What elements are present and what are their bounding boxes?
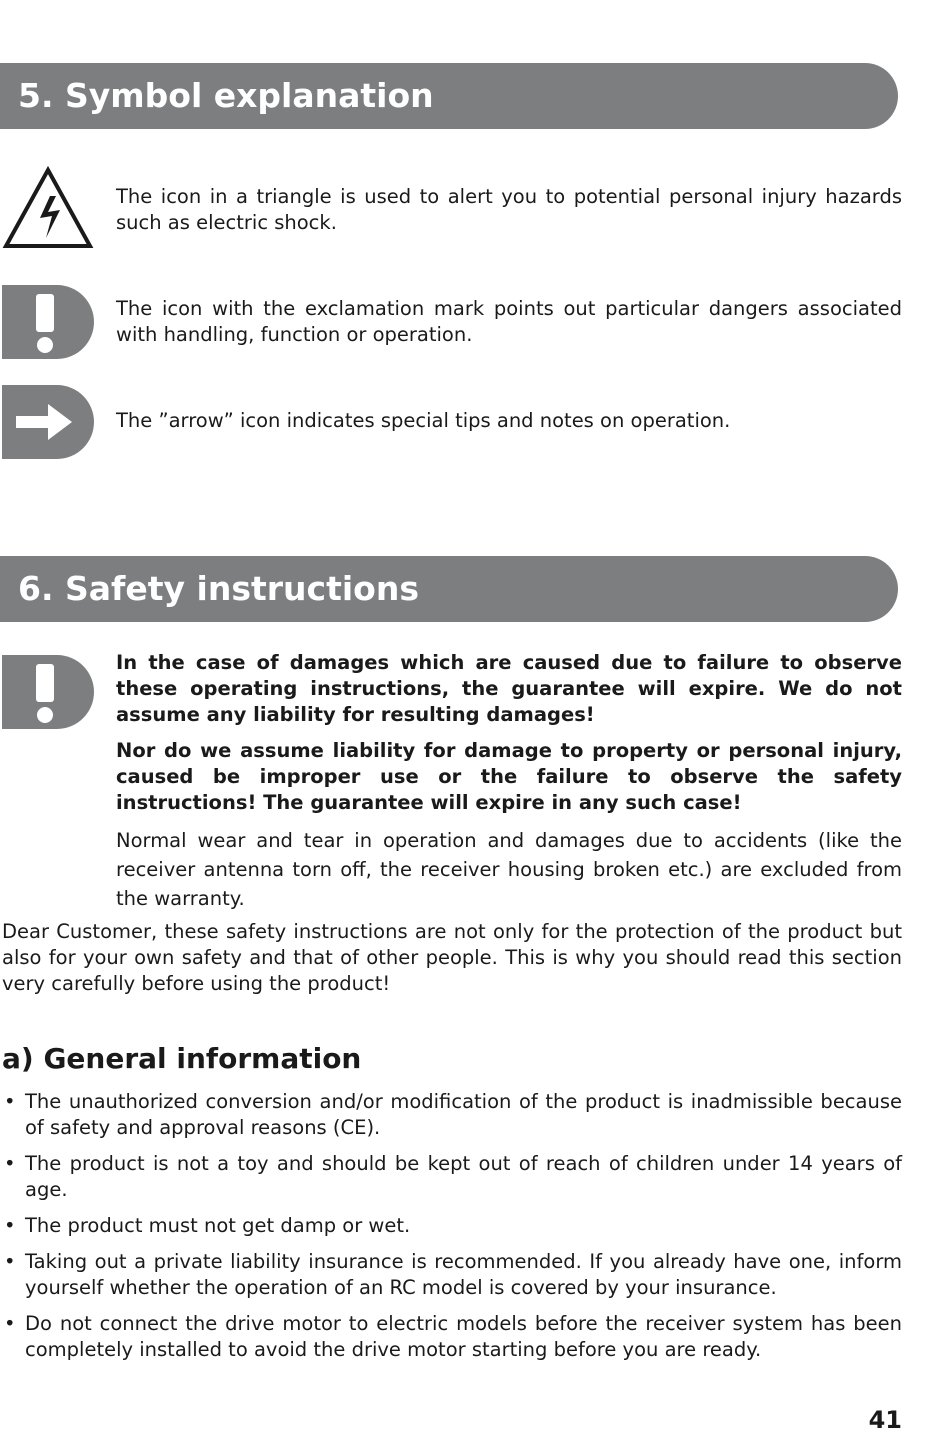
general-information-heading: a) General information [2,1042,362,1075]
list-item [2,1151,902,1203]
list-item [2,1311,902,1363]
warning-liability-text: Nor do we assume liability for damage to property or personal injury, caused be improper use or the failure to observe the safety instructions! The guarantee will expire in any such case! [116,739,902,814]
list-item-text: The product is not a toy and should be kept out of reach of children under 14 years of age. [25,1152,902,1201]
list-item-text: The unauthorized conversion and/or modification of the product is inadmissible because of safety and approval reasons (CE). [25,1090,902,1139]
bullet-icon: • [4,1312,16,1335]
customer-intro-text: Dear Customer, these safety instructions are not only for the protection of the product but also for your own safety and that of other people. This is why you should read this section very carefully before using the product! [2,920,902,995]
list-item-text: Do not connect the drive motor to electric models before the receiver system has been completely installed to avoid the drive motor starting before you are ready. [25,1312,902,1361]
warning-exclamation-icon [2,655,94,729]
page-number: 41 [868,1406,902,1434]
warning-guarantee-text: In the case of damages which are caused due to failure to observe these operating instructions, the guarantee will expire. We do not assume any liability for resulting damages! [116,651,902,726]
safety-warning-block [116,650,902,913]
list-item [2,1089,902,1141]
lightning-triangle-icon [2,166,94,250]
list-item-text: Taking out a private liability insurance is recommended. If you already have one, inform yourself whether the operation of an RC model is covered by your insurance. [25,1250,902,1299]
arrow-icon [2,385,94,459]
section-5-heading: 5. Symbol explanation [0,63,898,129]
bullet-icon: • [4,1214,16,1237]
bullet-icon: • [4,1152,16,1175]
exclamation-icon [2,285,94,359]
list-item-text: The product must not get damp or wet. [25,1214,411,1237]
list-item [2,1213,902,1239]
general-information-list [2,1089,902,1373]
bullet-icon: • [4,1250,16,1273]
section-6-heading: 6. Safety instructions [0,556,898,622]
list-item [2,1249,902,1301]
symbol-text-exclamation: The icon with the exclamation mark points out particular dangers associated with handling, function or operation. [116,297,902,346]
bullet-icon: • [4,1090,16,1113]
symbol-text-arrow: The ”arrow” icon indicates special tips and notes on operation. [116,409,731,432]
warning-wear-text: Normal wear and tear in operation and damages due to accidents (like the receiver antenna torn off, the receiver housing broken etc.) are excluded from the warranty. [116,829,902,910]
symbol-text-lightning: The icon in a triangle is used to alert you to potential personal injury hazards such as electric shock. [116,185,902,234]
